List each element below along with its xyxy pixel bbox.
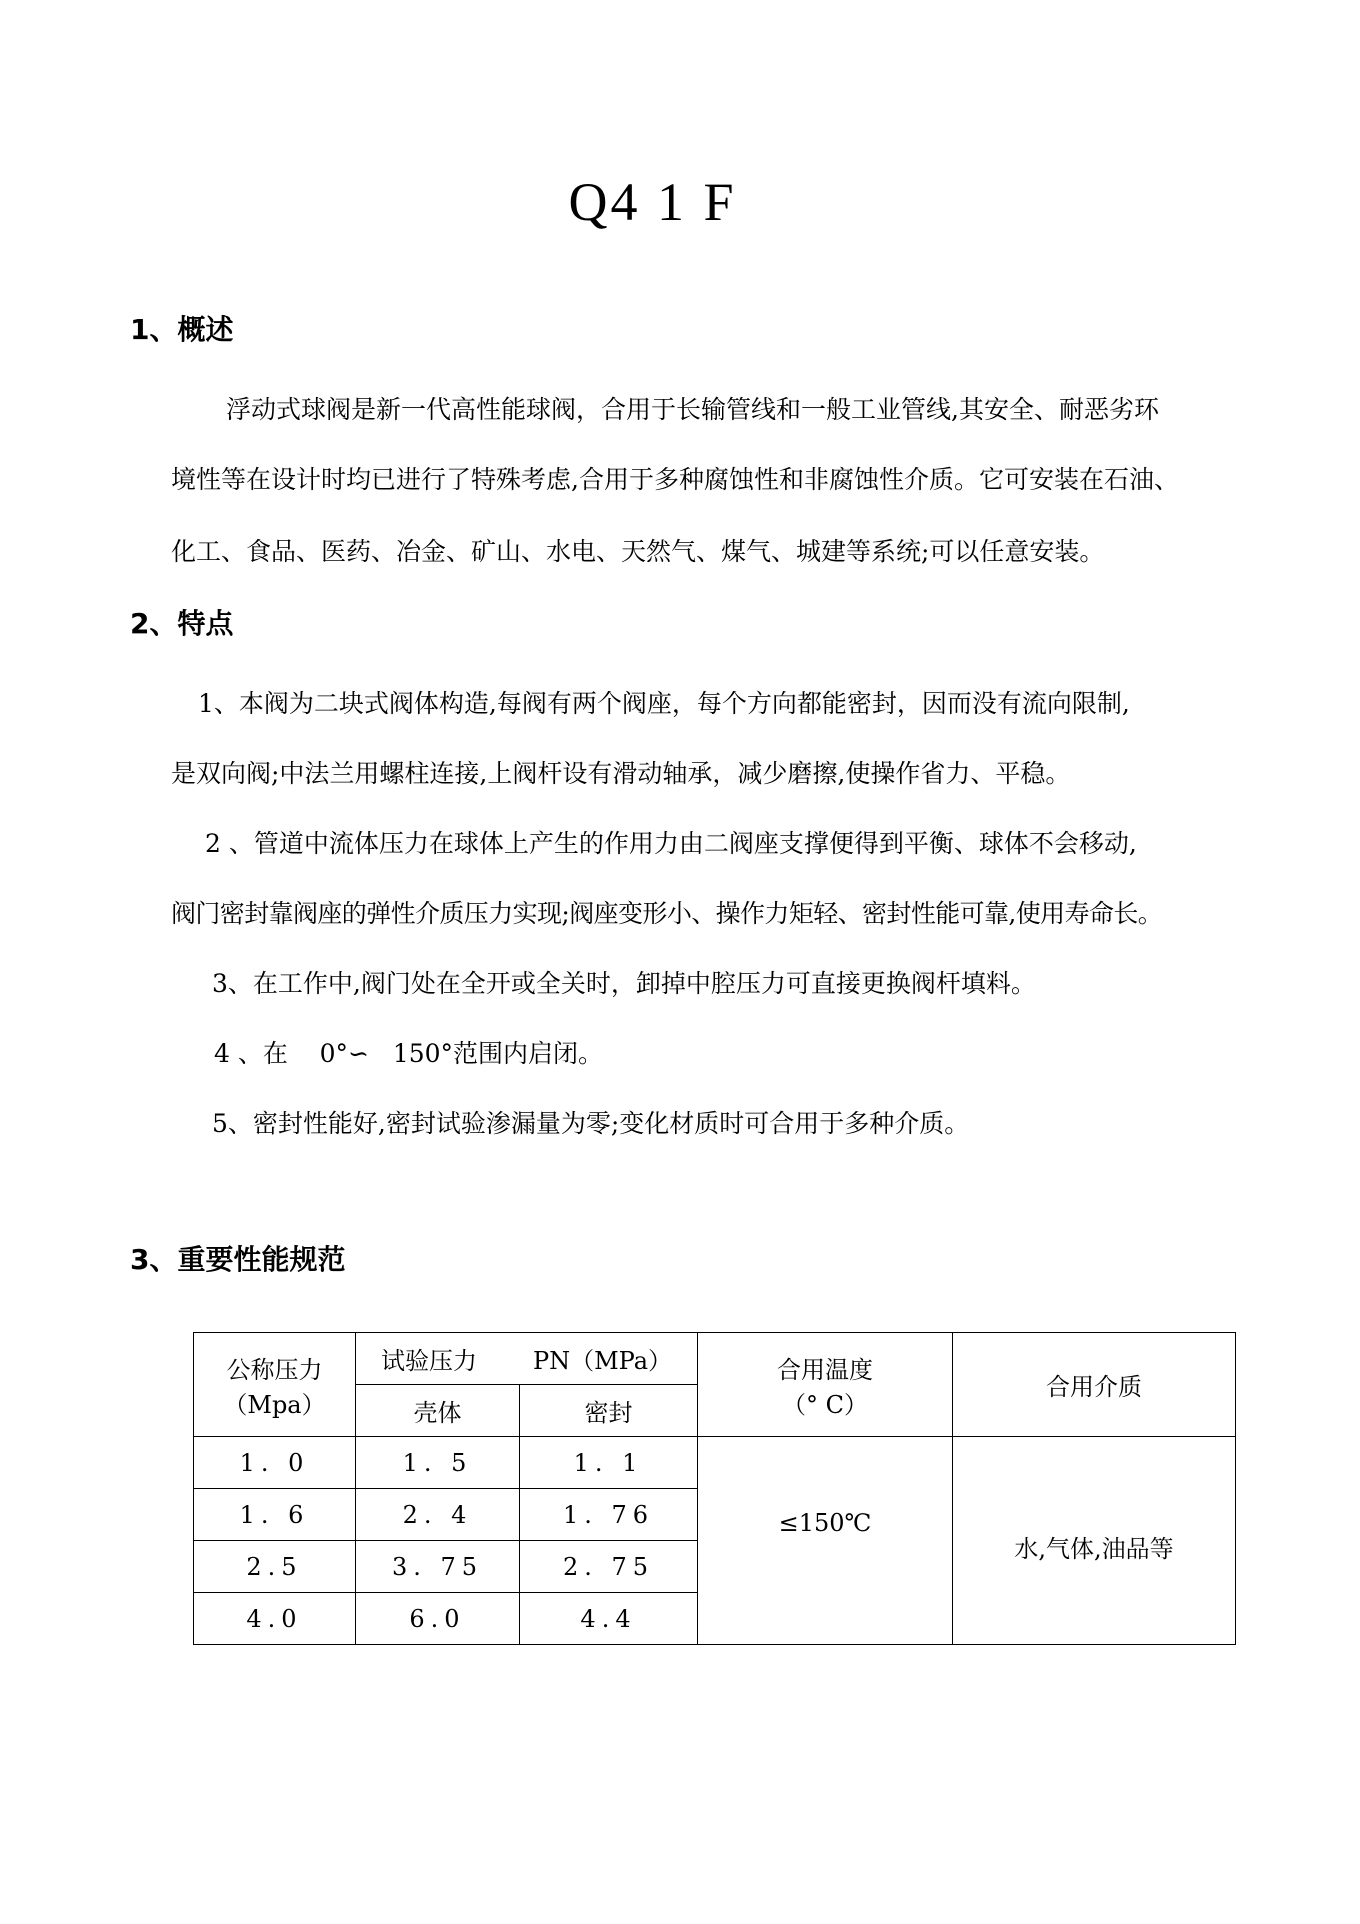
features-line-3: 2 、管道中流体压力在球体上产生的作用力由二阀座支撑便得到平衡、球体不会移动,: [205, 829, 1137, 858]
section-heading-features: 2、特点: [130, 607, 234, 640]
medium-header: 合用介质: [953, 1333, 1236, 1437]
temperature-unit: （° C）: [782, 1390, 869, 1419]
test-pressure-unit: PN（MPa）: [532, 1347, 673, 1375]
features-line-4: 阀门密封靠阀座的弹性介质压力实现;阀座变形小、操作力矩轻、密封性能可靠,使用寿命长。: [171, 899, 1163, 928]
table-row: [194, 1437, 1236, 1489]
section-heading-overview: 1、概述: [130, 313, 234, 346]
temperature-label: 合用温度: [777, 1355, 874, 1384]
nominal-pressure-cell: 2.5: [194, 1541, 356, 1593]
seal-pressure-cell: 4.4: [520, 1593, 698, 1645]
table-header-row: [194, 1333, 1236, 1385]
seal-pressure-cell: 1. 1: [520, 1437, 698, 1489]
performance-spec-table: [193, 1332, 1236, 1645]
shell-pressure-cell: 3. 75: [356, 1541, 520, 1593]
features-line-5: 3、在工作中,阀门处在全开或全关时，卸掉中腔压力可直接更换阀杆填料。: [212, 969, 1036, 998]
features-line-1: 1、本阀为二块式阀体构造,每阀有两个阀座，每个方向都能密封，因而没有流向限制,: [198, 689, 1130, 718]
medium-value-cell: 水,气体,油品等: [953, 1437, 1236, 1645]
shell-pressure-cell: 1. 5: [356, 1437, 520, 1489]
page-title: Q4 1 F: [568, 172, 737, 232]
temperature-header: [698, 1333, 953, 1437]
features-line-7: 5、密封性能好,密封试验渗漏量为零;变化材质时可合用于多种介质。: [212, 1109, 970, 1138]
test-pressure-header: [356, 1333, 698, 1385]
nominal-pressure-label: 公称压力: [226, 1355, 323, 1384]
features-line-6: 4 、在 0°∽ 150°范围内启闭。: [214, 1039, 604, 1068]
section-heading-specs: 3、重要性能规范: [130, 1243, 346, 1276]
nominal-pressure-unit: （Mpa）: [223, 1390, 326, 1419]
seal-header: 密封: [520, 1385, 698, 1437]
nominal-pressure-cell: 4.0: [194, 1593, 356, 1645]
test-pressure-label: 试验压力: [380, 1347, 477, 1375]
shell-pressure-cell: 2. 4: [356, 1489, 520, 1541]
features-line-2: 是双向阀;中法兰用螺柱连接,上阀杆设有滑动轴承，减少磨擦,使操作省力、平稳。: [171, 759, 1071, 788]
overview-line-1: 浮动式球阀是新一代高性能球阀，合用于长输管线和一般工业管线,其安全、耐恶劣环: [226, 395, 1159, 424]
nominal-pressure-header: [194, 1333, 356, 1437]
overview-line-2: 境性等在设计时均已进行了特殊考虑,合用于多种腐蚀性和非腐蚀性介质。它可安装在石油、: [171, 465, 1179, 494]
temperature-value-cell: ≤150℃: [698, 1437, 953, 1645]
overview-line-3: 化工、食品、医药、冶金、矿山、水电、天然气、煤气、城建等系统;可以任意安装。: [171, 537, 1105, 566]
shell-header: 壳体: [356, 1385, 520, 1437]
shell-pressure-cell: 6.0: [356, 1593, 520, 1645]
nominal-pressure-cell: 1. 6: [194, 1489, 356, 1541]
seal-pressure-cell: 2. 75: [520, 1541, 698, 1593]
nominal-pressure-cell: 1. 0: [194, 1437, 356, 1489]
seal-pressure-cell: 1. 76: [520, 1489, 698, 1541]
